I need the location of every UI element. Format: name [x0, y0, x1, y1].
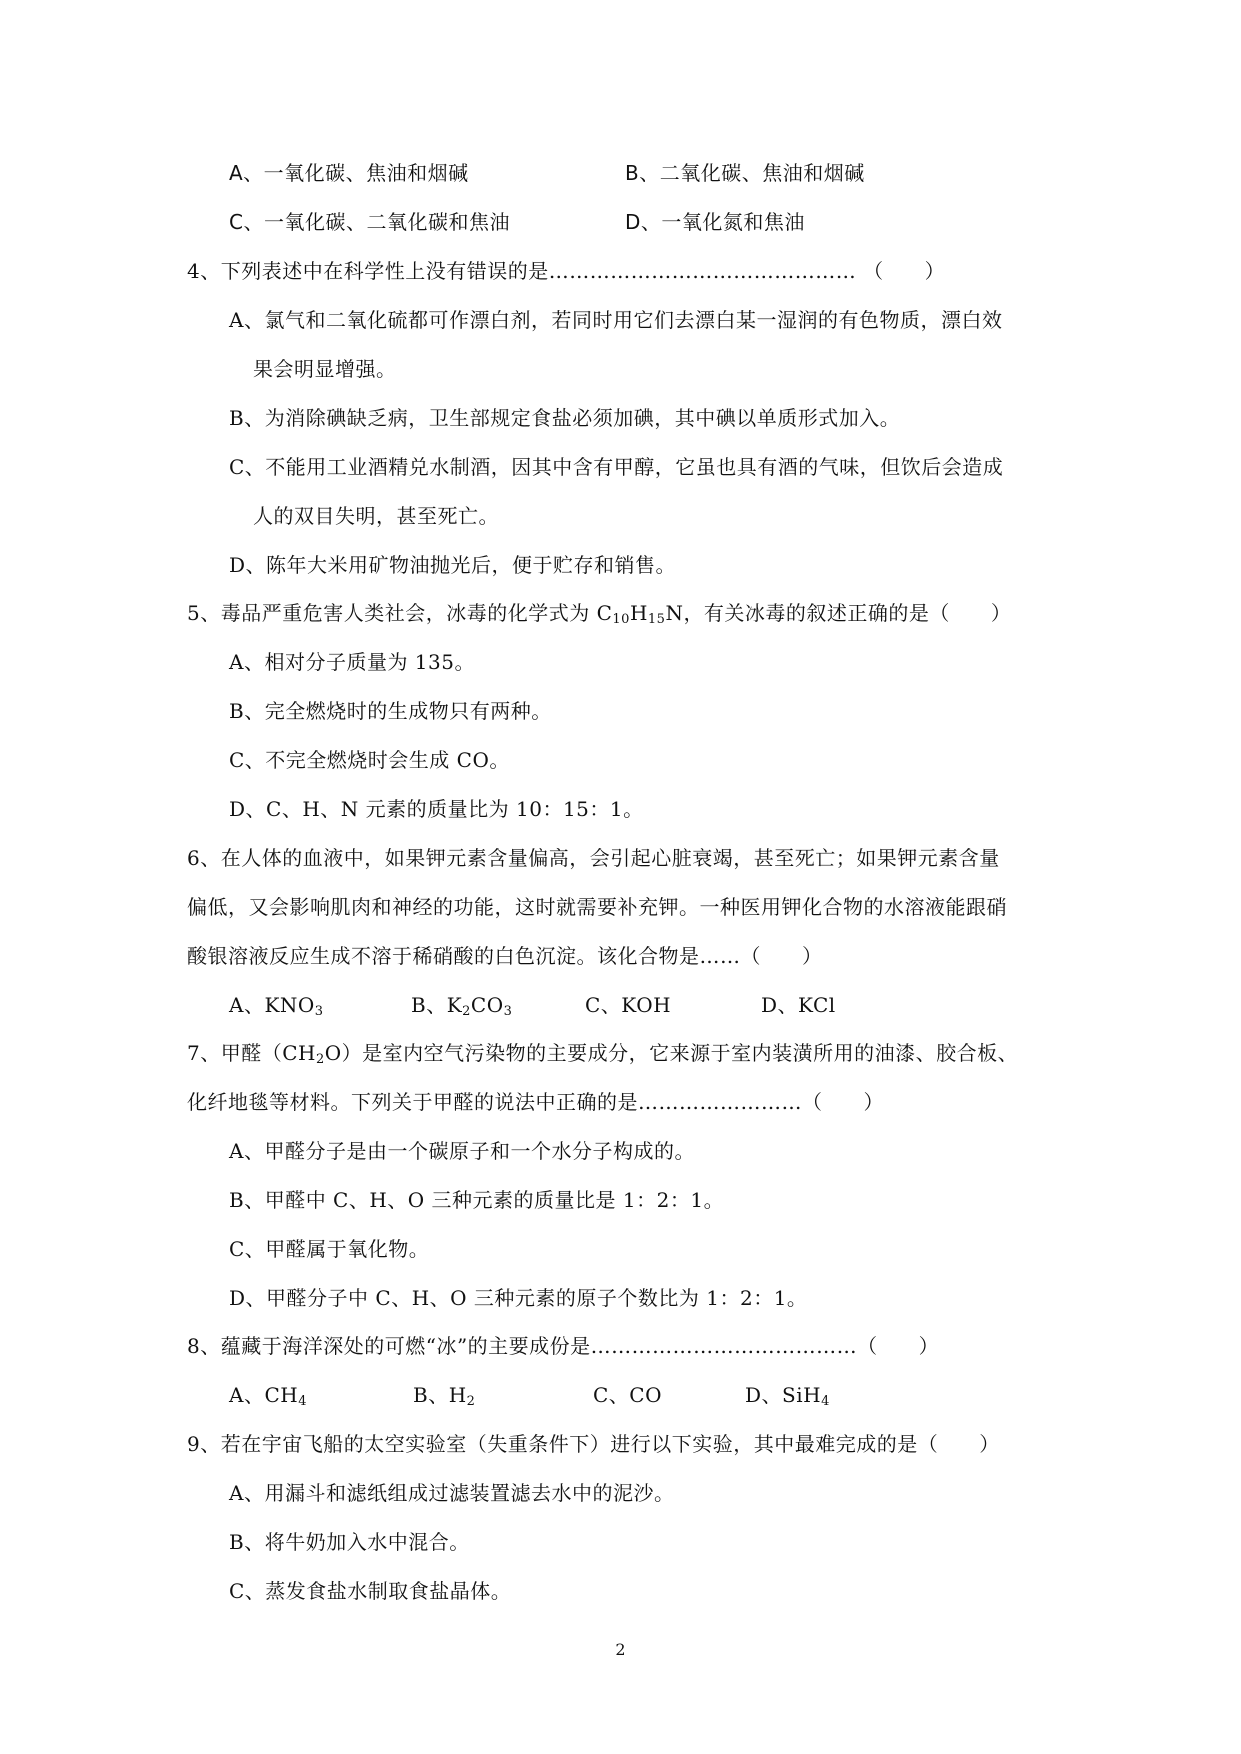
q5-option-d: D、C、H、N 元素的质量比为 10：15：1。 [229, 797, 644, 821]
q5-sub-10: 10 [612, 612, 630, 627]
q6-option-b [411, 992, 512, 1018]
q6-b-sub2: 3 [503, 1004, 513, 1019]
q8-a-text: A、CH [229, 1383, 299, 1407]
q3-option-a: A、一氧化碳、焦油和烟碱 [229, 161, 469, 185]
q8-option-d [745, 1382, 830, 1408]
q5-option-b: B、完全燃烧时的生成物只有两种。 [229, 699, 552, 723]
q6-line2: 偏低，又会影响肌肉和神经的功能，这时就需要补充钾。一种医用钾化合物的水溶液能跟硝 [187, 895, 1007, 919]
q6-line1: 6、在人体的血液中，如果钾元素含量偏高，会引起心脏衰竭，甚至死亡；如果钾元素含量 [187, 846, 1000, 870]
q3-option-d: D、一氧化氮和焦油 [625, 210, 805, 234]
q6-option-a [229, 992, 324, 1018]
q8-option-a [229, 1382, 307, 1408]
q5-option-c: C、不完全燃烧时会生成 CO。 [229, 748, 510, 772]
q7-option-b: B、甲醛中 C、H、O 三种元素的质量比是 1：2：1。 [229, 1188, 725, 1212]
q8-d-sub: 4 [821, 1394, 830, 1409]
q5-sub-15: 15 [647, 612, 666, 627]
q4-option-d: D、陈年大米用矿物油抛光后，便于贮存和销售。 [229, 553, 677, 577]
q7-line1-part1: 7、甲醛（CH [187, 1041, 316, 1065]
q3-option-c: C、一氧化碳、二氧化碳和焦油 [229, 210, 510, 234]
q7-option-d: D、甲醛分子中 C、H、O 三种元素的原子个数比为 1：2：1。 [229, 1286, 808, 1310]
q6-b-text: B、K [411, 993, 463, 1017]
q6-line3: 酸银溶液反应生成不溶于稀硝酸的白色沉淀。该化合物是……（ ） [187, 944, 823, 968]
q8-stem: 8、蕴藏于海洋深处的可燃“冰”的主要成份是…………………………………（ ） [187, 1334, 940, 1358]
q4-option-c-line2: 人的双目失明，甚至死亡。 [253, 504, 499, 528]
q4-stem: 4、下列表述中在科学性上没有错误的是……………………………………… （ ） [187, 259, 946, 283]
q6-b-sub1: 2 [462, 1004, 471, 1019]
q6-b-text2: CO [470, 993, 504, 1017]
q4-option-a-line2: 果会明显增强。 [253, 357, 397, 381]
q9-stem: 9、若在宇宙飞船的太空实验室（失重条件下）进行以下实验，其中最难完成的是（ ） [187, 1432, 1000, 1456]
q7-option-c: C、甲醛属于氧化物。 [229, 1237, 430, 1261]
q4-option-b: B、为消除碘缺乏病，卫生部规定食盐必须加碘，其中碘以单质形式加入。 [229, 406, 901, 430]
q7-line1-part2: O）是室内空气污染物的主要成分，它来源于室内装潢所用的油漆、胶合板、 [324, 1041, 1019, 1065]
q7-sub-2: 2 [315, 1052, 325, 1067]
q5-stem [187, 600, 1011, 626]
q5-stem-part2: N，有关冰毒的叙述正确的是（ ） [665, 601, 1012, 625]
q8-d-text: D、SiH [745, 1383, 822, 1407]
q4-option-c-line1: C、不能用工业酒精兑水制酒，因其中含有甲醇，它虽也具有酒的气味，但饮后会造成 [229, 455, 1004, 479]
q9-option-b: B、将牛奶加入水中混合。 [229, 1530, 470, 1554]
q3-option-b: B、二氧化碳、焦油和烟碱 [625, 161, 865, 185]
q9-option-c: C、蒸发食盐水制取食盐晶体。 [229, 1579, 512, 1603]
page-number: 2 [615, 1640, 626, 1659]
q7-line2: 化纤地毯等材料。下列关于甲醛的说法中正确的是……………………（ ） [187, 1090, 884, 1114]
q8-option-c: C、CO [593, 1383, 663, 1407]
q9-option-a: A、用漏斗和滤纸组成过滤装置滤去水中的泥沙。 [229, 1481, 675, 1505]
q6-a-text: A、KNO [229, 993, 315, 1017]
q4-option-a-line1: A、氯气和二氧化硫都可作漂白剂，若同时用它们去漂白某一湿润的有色物质，漂白效 [229, 308, 1003, 332]
q8-a-sub: 4 [298, 1394, 307, 1409]
q7-option-a: A、甲醛分子是由一个碳原子和一个水分子构成的。 [229, 1139, 695, 1163]
q5-stem-h: H [629, 601, 648, 625]
q5-option-a: A、相对分子质量为 135。 [229, 650, 475, 674]
q6-option-d: D、KCl [761, 993, 836, 1017]
q6-a-sub: 3 [314, 1004, 324, 1019]
q6-option-c: C、KOH [585, 993, 672, 1017]
q5-stem-part1: 5、毒品严重危害人类社会，冰毒的化学式为 C [187, 601, 613, 625]
q8-option-b [413, 1382, 475, 1408]
q7-line1 [187, 1040, 1018, 1066]
q8-b-text: B、H [413, 1383, 467, 1407]
q8-b-sub: 2 [466, 1394, 476, 1409]
